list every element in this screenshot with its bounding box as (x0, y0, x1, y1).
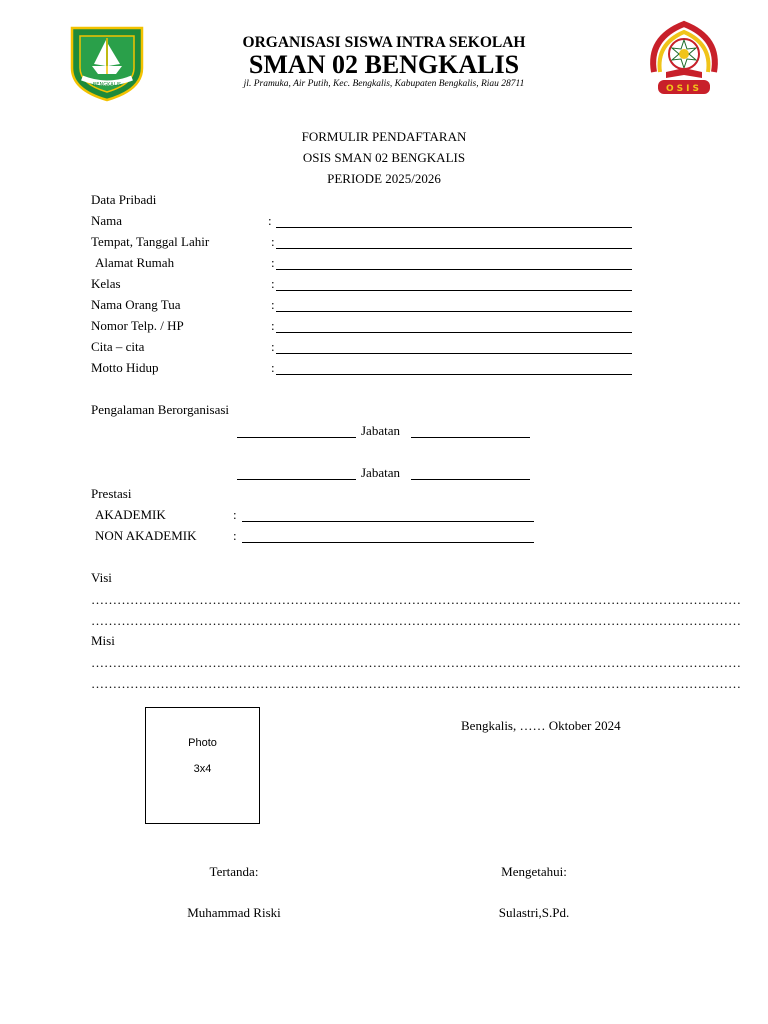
misi-field-line-2[interactable]: …………………………………………………………………………………………………………………………………… (91, 676, 741, 691)
prestasi-heading: Prestasi (91, 486, 132, 501)
organization-field-2[interactable] (237, 465, 356, 480)
school-name: SMAN 02 BENGKALIS (248, 50, 520, 79)
field-sep: : (271, 234, 275, 249)
form-title: FORMULIR PENDAFTARAN (301, 129, 467, 144)
misi-heading: Misi (91, 633, 115, 648)
field-label-cita: Cita – cita (91, 339, 145, 354)
form-subtitle: OSIS SMAN 02 BENGKALIS (302, 150, 466, 165)
signature-right-name: Sulastri,S.Pd. (498, 905, 570, 920)
akademik-label: AKADEMIK (95, 507, 166, 522)
alamat-field[interactable] (276, 255, 632, 270)
ttl-field[interactable] (276, 234, 632, 249)
field-sep: : (271, 297, 275, 312)
visi-field-line-1[interactable]: …………………………………………………………………………………………………………………………………… (91, 592, 741, 607)
field-label-alamat: Alamat Rumah (95, 255, 175, 270)
field-label-kelas: Kelas (91, 276, 121, 291)
organization-field-1[interactable] (237, 423, 356, 438)
cita-field[interactable] (276, 339, 632, 354)
jabatan-field-1[interactable] (411, 423, 530, 438)
signature-left-name: Muhammad Riski (187, 905, 281, 920)
non-akademik-field[interactable] (242, 528, 534, 543)
jabatan-field-2[interactable] (411, 465, 530, 480)
osis-emblem-icon (644, 18, 724, 100)
misi-field-line-1[interactable]: …………………………………………………………………………………………………………………………………… (91, 655, 741, 670)
jabatan-label: Jabatan (361, 423, 400, 438)
svg-text:BENGKALIS: BENGKALIS (92, 82, 122, 88)
photo-size-label: 3x4 (193, 763, 212, 775)
school-address: jl. Pramuka, Air Putih, Kec. Bengkalis, Kabupaten Bengkalis, Riau 28711 (243, 79, 525, 89)
experience-heading: Pengalaman Berorganisasi (91, 402, 230, 417)
non-akademik-label: NON AKADEMIK (95, 528, 197, 543)
kelas-field[interactable] (276, 276, 632, 291)
field-sep: : (271, 255, 275, 270)
left-logo (68, 24, 146, 102)
field-sep: : (271, 339, 275, 354)
jabatan-label: Jabatan (361, 465, 400, 480)
orang-tua-field[interactable] (276, 297, 632, 312)
field-sep: : (271, 360, 275, 375)
field-label-orang-tua: Nama Orang Tua (91, 297, 181, 312)
field-label-ttl: Tempat, Tanggal Lahir (91, 234, 210, 249)
field-label-motto: Motto Hidup (91, 360, 159, 375)
field-label-telp: Nomor Telp. / HP (91, 318, 184, 333)
svg-text:OSIS: OSIS (666, 84, 702, 94)
field-sep: : (233, 507, 237, 522)
org-name: ORGANISASI SISWA INTRA SEKOLAH (242, 34, 526, 51)
telp-field[interactable] (276, 318, 632, 333)
place-date: Bengkalis, …… Oktober 2024 (461, 718, 621, 733)
visi-heading: Visi (91, 570, 112, 585)
personal-data-heading: Data Pribadi (91, 192, 157, 207)
field-sep: : (271, 276, 275, 291)
photo-box[interactable] (145, 707, 260, 824)
signature-right-label: Mengetahui: (501, 864, 567, 879)
field-sep: : (268, 213, 272, 228)
bengkalis-regency-emblem-icon (68, 24, 146, 102)
field-label-nama: Nama (91, 213, 123, 228)
nama-field[interactable] (276, 213, 632, 228)
motto-field[interactable] (276, 360, 632, 375)
field-sep: : (233, 528, 237, 543)
akademik-field[interactable] (242, 507, 534, 522)
signature-left-label: Tertanda: (209, 864, 259, 879)
photo-label: Photo (188, 737, 217, 749)
visi-field-line-2[interactable]: …………………………………………………………………………………………………………………………………… (91, 613, 741, 628)
field-sep: : (271, 318, 275, 333)
right-logo (644, 18, 724, 100)
form-period: PERIODE 2025/2026 (327, 171, 441, 186)
